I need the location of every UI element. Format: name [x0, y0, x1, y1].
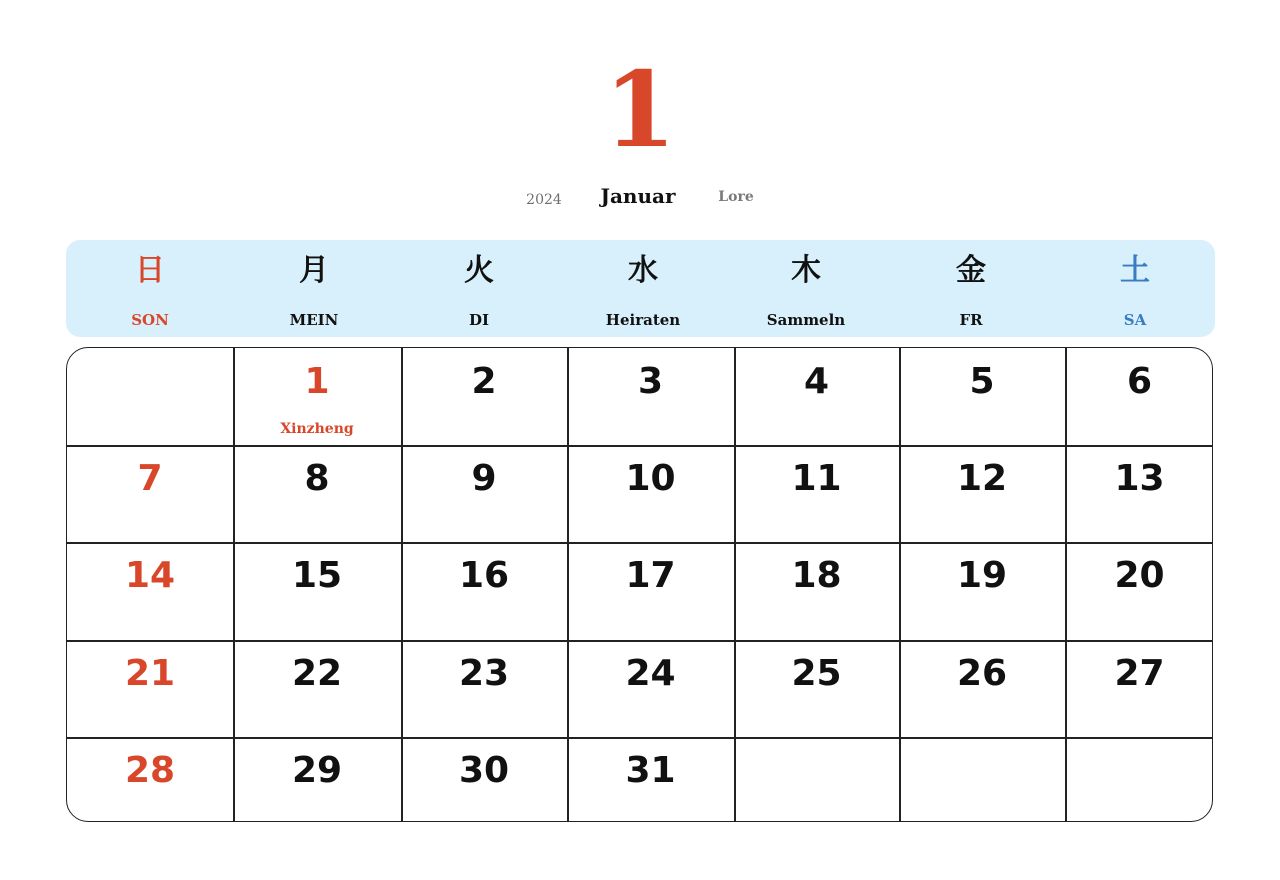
- month-name: Januar: [600, 184, 676, 208]
- weekday-kanji: 日: [135, 253, 165, 288]
- day-number: 2: [471, 361, 497, 402]
- month-sub-label: Lore: [718, 189, 754, 205]
- weekday-header: [66, 240, 1215, 337]
- day-number: 11: [791, 458, 842, 500]
- day-cell-14: [67, 542, 233, 639]
- day-cell-20: [1065, 542, 1213, 639]
- day-cell-2: [401, 348, 567, 445]
- month-number: 1: [603, 48, 677, 171]
- day-number: 31: [625, 749, 676, 791]
- weekday-kanji: 火: [464, 253, 494, 288]
- day-cell-8: [233, 445, 401, 542]
- day-cell-18: [734, 542, 899, 639]
- day-cell-12: [899, 445, 1065, 542]
- day-number: 21: [124, 652, 176, 694]
- empty-day-cell: [899, 737, 1065, 822]
- day-number: 25: [791, 652, 842, 694]
- weekday-label: SON: [131, 311, 169, 329]
- day-cell-4: [734, 348, 899, 445]
- day-cell-1: [233, 348, 401, 445]
- day-cell-3: [567, 348, 734, 445]
- weekday-kanji: 金: [956, 253, 986, 288]
- day-number: 15: [291, 555, 343, 597]
- day-cell-7: [67, 445, 233, 542]
- day-cell-17: [567, 542, 734, 639]
- day-number: 17: [625, 555, 676, 597]
- day-number: 9: [471, 458, 497, 500]
- day-number: 30: [458, 749, 510, 791]
- day-number: 20: [1114, 555, 1165, 597]
- weekday-label: MEIN: [289, 311, 339, 329]
- day-cell-29: [233, 737, 401, 822]
- holiday-label: Xinzheng: [280, 421, 354, 437]
- day-cell-16: [401, 542, 567, 639]
- weekday-label: SA: [1123, 311, 1147, 329]
- day-number: 1: [304, 361, 330, 402]
- day-number: 6: [1126, 361, 1153, 402]
- day-number: 14: [124, 555, 176, 597]
- day-number: 5: [969, 361, 995, 402]
- day-number: 28: [124, 749, 176, 791]
- day-cell-23: [401, 640, 567, 737]
- day-number: 10: [625, 458, 676, 500]
- day-number: 23: [458, 652, 510, 694]
- day-cell-6: [1065, 348, 1213, 445]
- day-number: 24: [625, 652, 676, 694]
- day-number: 13: [1114, 458, 1165, 500]
- day-cell-25: [734, 640, 899, 737]
- calendar-grid: [66, 347, 1213, 822]
- weekday-kanji: 月: [299, 253, 329, 288]
- day-cell-13: [1065, 445, 1213, 542]
- day-number: 19: [956, 555, 1008, 597]
- empty-day-cell: [67, 348, 233, 445]
- day-cell-30: [401, 737, 567, 822]
- day-cell-5: [899, 348, 1065, 445]
- empty-day-cell: [1065, 737, 1213, 822]
- weekday-label: FR: [959, 311, 983, 329]
- day-cell-27: [1065, 640, 1213, 737]
- day-cell-19: [899, 542, 1065, 639]
- day-cell-10: [567, 445, 734, 542]
- empty-day-cell: [734, 737, 899, 822]
- day-number: 27: [1114, 652, 1165, 694]
- weekday-kanji: 土: [1120, 253, 1150, 288]
- day-cell-31: [567, 737, 734, 822]
- year-label: 2024: [526, 192, 562, 208]
- day-number: 22: [291, 652, 343, 694]
- day-number: 18: [791, 555, 842, 597]
- day-cell-28: [67, 737, 233, 822]
- day-number: 4: [803, 361, 830, 402]
- day-number: 26: [956, 652, 1008, 694]
- weekday-label: Sammeln: [766, 311, 846, 329]
- day-cell-11: [734, 445, 899, 542]
- day-cell-9: [401, 445, 567, 542]
- weekday-label: Heiraten: [605, 311, 681, 329]
- day-number: 16: [458, 555, 510, 597]
- day-number: 7: [137, 458, 163, 500]
- weekday-label: DI: [468, 311, 490, 329]
- day-number: 29: [291, 749, 343, 791]
- day-cell-26: [899, 640, 1065, 737]
- day-cell-22: [233, 640, 401, 737]
- day-cell-15: [233, 542, 401, 639]
- day-number: 8: [304, 458, 330, 500]
- weekday-kanji: 木: [791, 253, 821, 288]
- day-number: 12: [956, 458, 1008, 500]
- weekday-kanji: 水: [628, 253, 658, 288]
- day-cell-21: [67, 640, 233, 737]
- day-number: 3: [637, 361, 664, 402]
- day-cell-24: [567, 640, 734, 737]
